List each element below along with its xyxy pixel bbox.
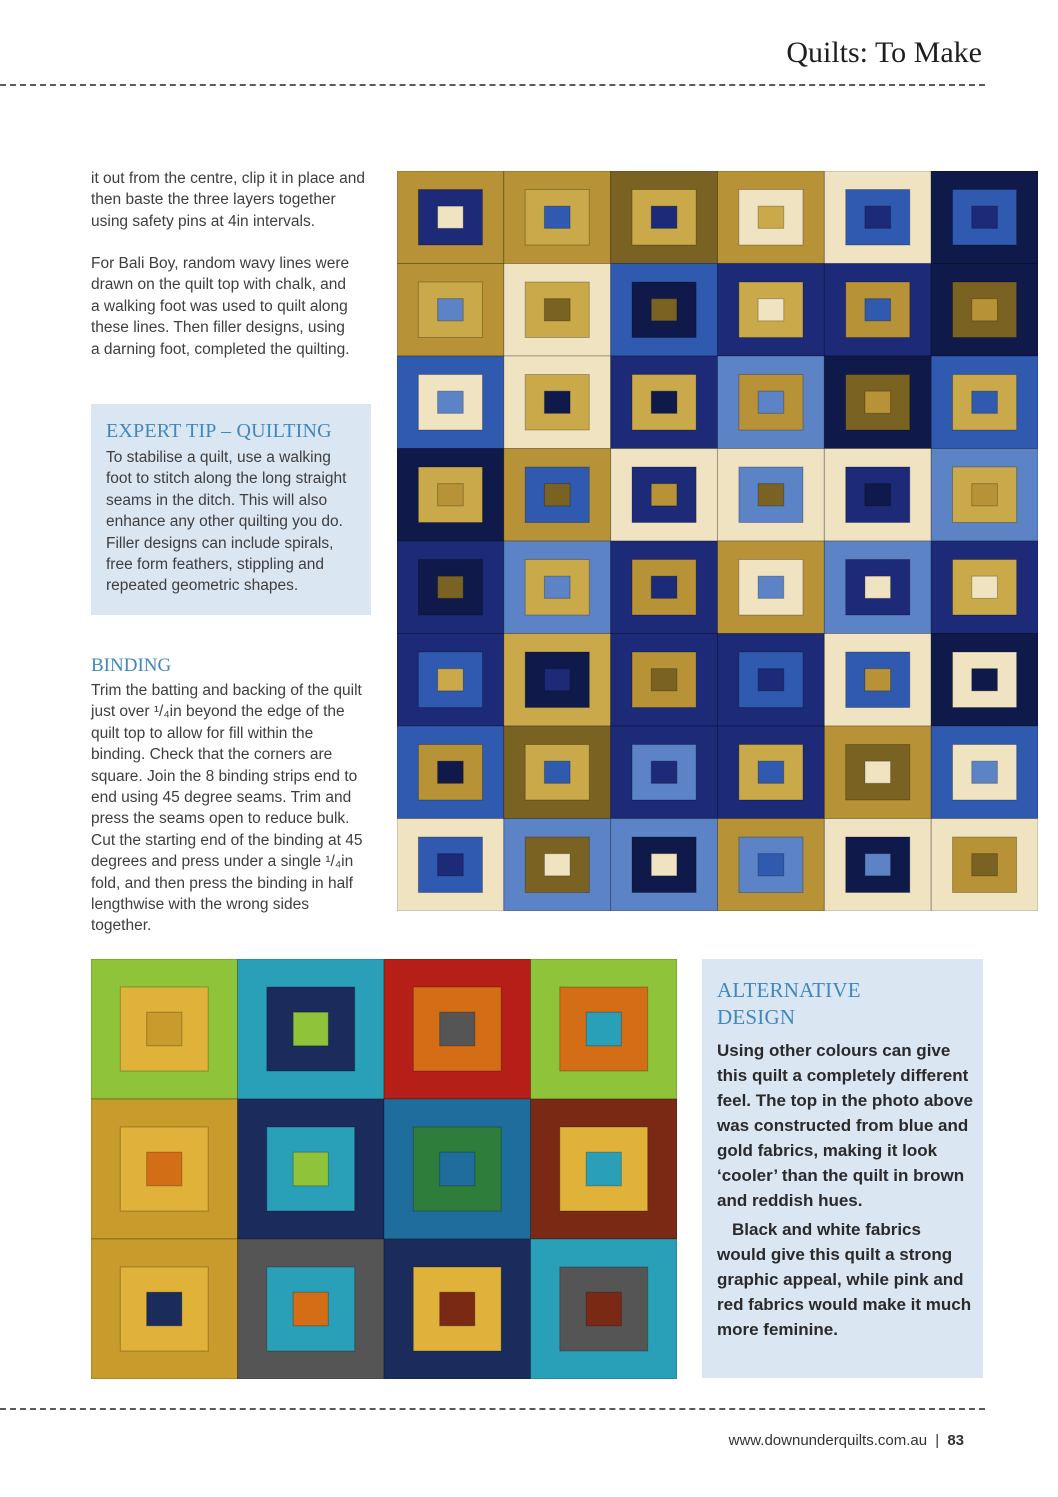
quilt-patch bbox=[438, 761, 464, 783]
alternative-design-heading bbox=[717, 977, 973, 1031]
quilt-block bbox=[718, 819, 825, 912]
quilt-patch bbox=[293, 1292, 328, 1326]
quilt-block bbox=[824, 356, 931, 449]
quilt-patch bbox=[972, 761, 998, 783]
quilt-patch bbox=[972, 391, 998, 413]
quilt-patch bbox=[440, 1292, 475, 1326]
quilt-block bbox=[718, 171, 825, 264]
quilt-block bbox=[718, 264, 825, 357]
quilt-patch bbox=[147, 1012, 182, 1046]
quilt-patch bbox=[758, 854, 784, 876]
quilt-block bbox=[397, 726, 504, 819]
quilt-patch bbox=[544, 484, 570, 506]
quilt-block bbox=[504, 171, 611, 264]
quilt-patch bbox=[651, 854, 677, 876]
quilt-patch bbox=[438, 669, 464, 691]
binding-text: Trim the batting and backing of the quilt just over ¹/₄in beyond the edge of the quilt top to allow for fill within the binding. Check that the corners are square. Join the 8 binding strips end to end using 45 degree seams. Trim and press the seams open to reduce bulk. Cut the starting end of the binding at 45 degrees and press under a single ¹/₄in fold, and then press the binding in half lengthwise with the wrong sides together. bbox=[91, 682, 363, 935]
quilt-block bbox=[824, 264, 931, 357]
quilt-block bbox=[931, 634, 1038, 727]
alternative-design-heading-line2: DESIGN bbox=[717, 1005, 796, 1029]
quilt-block bbox=[824, 819, 931, 912]
alternative-design-para-1: Using other colours can give this quilt a completely different feel. The top in the photo above was constructed from blue and gold fabrics, making it look ‘cooler’ than the quilt in brown and reddish hues. bbox=[717, 1041, 973, 1210]
quilt-block bbox=[824, 634, 931, 727]
quilt-block bbox=[931, 541, 1038, 634]
quilt-block bbox=[91, 1239, 238, 1379]
quilt-block bbox=[931, 819, 1038, 912]
quilt-block bbox=[504, 356, 611, 449]
quilt-patch bbox=[972, 299, 998, 321]
expert-tip-heading: EXPERT TIP – QUILTING bbox=[106, 420, 332, 442]
quilt-patch bbox=[438, 206, 464, 228]
quilt-patch bbox=[758, 299, 784, 321]
quilt-patch bbox=[544, 761, 570, 783]
quilt-patch bbox=[865, 669, 891, 691]
quilt-block bbox=[611, 541, 718, 634]
quilt-patch bbox=[440, 1152, 475, 1186]
body-paragraph-1: it out from the centre, clip it in place and then baste the three layers together using safety pins at 4in intervals. bbox=[91, 170, 365, 230]
quilt-patch bbox=[972, 669, 998, 691]
page-number: 83 bbox=[947, 1432, 964, 1449]
quilt-patch bbox=[651, 669, 677, 691]
quilt-patch bbox=[440, 1012, 475, 1046]
quilt-block bbox=[611, 171, 718, 264]
quilt-block bbox=[931, 356, 1038, 449]
quilt-block bbox=[397, 264, 504, 357]
quilt-block bbox=[824, 449, 931, 542]
quilt-block bbox=[931, 726, 1038, 819]
quilt-block bbox=[397, 449, 504, 542]
quilt-patch bbox=[438, 854, 464, 876]
quilt-patch bbox=[147, 1292, 182, 1326]
quilt-block bbox=[531, 1239, 678, 1379]
quilt-block bbox=[384, 959, 531, 1099]
quilt-block bbox=[718, 356, 825, 449]
quilt-patch bbox=[438, 576, 464, 598]
quilt-block bbox=[611, 726, 718, 819]
alternative-design-para-2: Black and white fabrics would give this quilt a strong graphic appeal, while pink and red fabrics would make it much more feminine. bbox=[717, 1220, 972, 1339]
quilt-patch bbox=[438, 391, 464, 413]
expert-tip-text: To stabilise a quilt, use a walking foot to stitch along the long straight seams in the ditch. This will also enhance any other quilting you do. Filler designs can include spirals, free form feathers, stippling and repeated geometric shapes. bbox=[106, 449, 347, 595]
footer-separator: | bbox=[935, 1432, 940, 1449]
quilt-patch bbox=[972, 484, 998, 506]
quilt-block bbox=[384, 1239, 531, 1379]
quilt-patch bbox=[438, 484, 464, 506]
quilt-block bbox=[611, 634, 718, 727]
bright-quilt-photo bbox=[91, 959, 677, 1379]
quilt-block bbox=[504, 449, 611, 542]
quilt-patch bbox=[758, 484, 784, 506]
quilt-block bbox=[238, 1239, 385, 1379]
quilt-block bbox=[611, 356, 718, 449]
quilt-patch bbox=[293, 1012, 328, 1046]
bottom-dashed-rule bbox=[0, 1408, 985, 1410]
quilt-block bbox=[824, 726, 931, 819]
quilt-block bbox=[611, 819, 718, 912]
quilt-block bbox=[531, 1099, 678, 1239]
alternative-design-box bbox=[702, 959, 983, 1378]
quilt-patch bbox=[758, 669, 784, 691]
body-paragraph-2: For Bali Boy, random wavy lines were drawn on the quilt top with chalk, and a walking foot was used to quilt along these lines. Then filler designs, using a darning foot, completed the quilting. bbox=[91, 255, 350, 358]
quilt-block bbox=[397, 171, 504, 264]
quilt-patch bbox=[865, 854, 891, 876]
quilt-patch bbox=[651, 576, 677, 598]
quilt-block bbox=[824, 171, 931, 264]
top-dashed-rule bbox=[0, 84, 985, 86]
quilt-patch bbox=[651, 484, 677, 506]
quilt-patch bbox=[972, 206, 998, 228]
section-title: Quilts: To Make bbox=[786, 36, 982, 69]
quilt-block bbox=[504, 541, 611, 634]
quilt-block bbox=[91, 1099, 238, 1239]
quilt-patch bbox=[865, 391, 891, 413]
quilt-block bbox=[238, 959, 385, 1099]
quilt-patch bbox=[544, 669, 570, 691]
quilt-patch bbox=[544, 576, 570, 598]
quilt-patch bbox=[544, 391, 570, 413]
quilt-patch bbox=[544, 206, 570, 228]
quilt-patch bbox=[972, 576, 998, 598]
quilt-patch bbox=[865, 206, 891, 228]
quilt-block bbox=[397, 541, 504, 634]
quilt-patch bbox=[758, 761, 784, 783]
quilt-patch bbox=[147, 1152, 182, 1186]
quilt-patch bbox=[586, 1152, 621, 1186]
quilt-patch bbox=[651, 761, 677, 783]
quilt-block bbox=[718, 449, 825, 542]
quilt-patch bbox=[865, 761, 891, 783]
quilt-patch bbox=[438, 299, 464, 321]
quilt-block bbox=[718, 726, 825, 819]
quilt-block bbox=[824, 541, 931, 634]
quilt-patch bbox=[758, 391, 784, 413]
quilt-block bbox=[384, 1099, 531, 1239]
quilt-patch bbox=[586, 1292, 621, 1326]
quilt-block bbox=[611, 264, 718, 357]
quilt-patch bbox=[544, 854, 570, 876]
quilt-patch bbox=[972, 854, 998, 876]
quilt-block bbox=[397, 819, 504, 912]
quilt-block bbox=[611, 449, 718, 542]
quilt-block bbox=[931, 449, 1038, 542]
quilt-patch bbox=[865, 484, 891, 506]
quilt-patch bbox=[865, 299, 891, 321]
quilt-block bbox=[504, 634, 611, 727]
bright-quilt-image bbox=[91, 959, 677, 1379]
quilt-block bbox=[91, 959, 238, 1099]
footer bbox=[729, 1432, 964, 1449]
quilt-block bbox=[531, 959, 678, 1099]
quilt-block bbox=[504, 264, 611, 357]
quilt-patch bbox=[651, 391, 677, 413]
quilt-block bbox=[931, 264, 1038, 357]
quilt-block bbox=[397, 634, 504, 727]
quilt-block bbox=[718, 634, 825, 727]
expert-tip-box bbox=[91, 404, 371, 615]
blue-gold-quilt-image bbox=[397, 171, 1038, 911]
quilt-block bbox=[504, 819, 611, 912]
footer-url[interactable]: www.downunderquilts.com.au bbox=[728, 1432, 928, 1449]
blue-gold-quilt-photo bbox=[397, 171, 1038, 911]
quilt-block bbox=[238, 1099, 385, 1239]
quilt-patch bbox=[544, 299, 570, 321]
alternative-design-heading-line1: ALTERNATIVE bbox=[717, 978, 861, 1002]
quilt-patch bbox=[651, 206, 677, 228]
binding-heading: BINDING bbox=[91, 655, 172, 676]
quilt-block bbox=[931, 171, 1038, 264]
quilt-patch bbox=[586, 1012, 621, 1046]
quilt-patch bbox=[865, 576, 891, 598]
quilt-block bbox=[718, 541, 825, 634]
quilt-block bbox=[504, 726, 611, 819]
quilt-patch bbox=[758, 576, 784, 598]
quilt-patch bbox=[293, 1152, 328, 1186]
quilt-patch bbox=[651, 299, 677, 321]
quilt-block bbox=[397, 356, 504, 449]
quilt-patch bbox=[758, 206, 784, 228]
